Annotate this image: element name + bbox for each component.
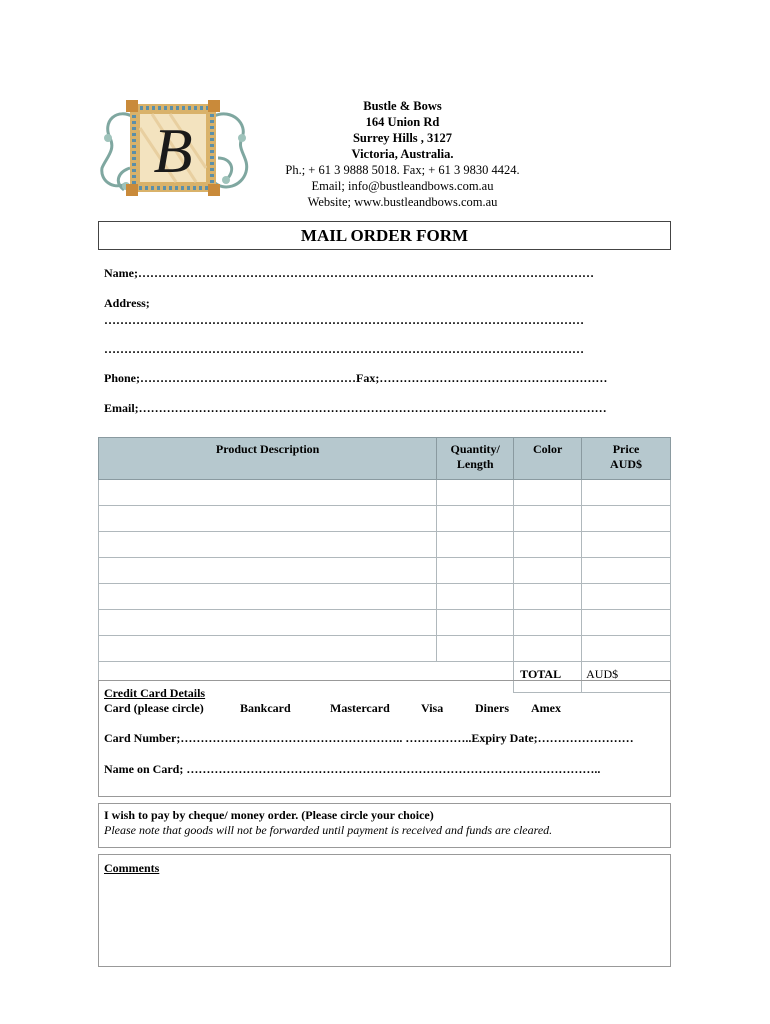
total-label: TOTAL [514, 662, 582, 693]
company-suburb: Surrey Hills , 3127 [352, 131, 453, 145]
cell-price[interactable] [582, 610, 671, 636]
cell-price[interactable] [582, 636, 671, 662]
cell-price[interactable] [582, 506, 671, 532]
cell-quantity[interactable] [437, 584, 514, 610]
address-label: Address; [104, 296, 150, 310]
form-title: MAIL ORDER FORM [300, 226, 469, 245]
logo-letter: B [153, 115, 193, 186]
payment-note-text: Please note that goods will not be forwarded until payment is received and funds are cleared. [104, 823, 553, 837]
company-email: Email; info@bustleandbows.com.au [311, 179, 494, 193]
company-name: Bustle & Bows [363, 99, 442, 113]
card-option-visa[interactable]: Visa [421, 701, 444, 715]
header-color: Color [514, 438, 582, 480]
name-field[interactable]: Name;…………………………………………………………………………………………………… [104, 266, 594, 280]
table-row[interactable] [99, 506, 671, 532]
cell-color[interactable] [514, 610, 582, 636]
product-table [98, 437, 671, 693]
comments-label: Comments [104, 861, 160, 875]
table-row[interactable] [99, 584, 671, 610]
cell-color[interactable] [514, 480, 582, 506]
header-product-description: Product Description [99, 438, 437, 480]
cell-quantity[interactable] [437, 636, 514, 662]
card-option-amex[interactable]: Amex [531, 701, 561, 715]
cell-description[interactable] [99, 610, 437, 636]
form-title-box [98, 221, 671, 250]
table-header-row [99, 438, 671, 480]
card-option-mastercard[interactable]: Mastercard [330, 701, 390, 715]
cell-description[interactable] [99, 532, 437, 558]
cell-price[interactable] [582, 558, 671, 584]
cell-color[interactable] [514, 506, 582, 532]
cell-quantity[interactable] [437, 558, 514, 584]
cell-description[interactable] [99, 584, 437, 610]
cell-quantity[interactable] [437, 480, 514, 506]
table-row[interactable] [99, 480, 671, 506]
cell-quantity[interactable] [437, 532, 514, 558]
cell-description[interactable] [99, 506, 437, 532]
cell-description[interactable] [99, 558, 437, 584]
name-on-card-field[interactable]: Name on Card; ………………………………………………………………………………………….. [104, 762, 601, 776]
comments-box[interactable] [98, 854, 671, 967]
cell-color[interactable] [514, 584, 582, 610]
card-option-diners[interactable]: Diners [475, 701, 509, 715]
company-phone-fax: Ph.; + 61 3 9888 5018. Fax; + 61 3 9830 4424. [285, 163, 520, 177]
cell-price[interactable] [582, 532, 671, 558]
company-street: 164 Union Rd [365, 115, 440, 129]
cell-color[interactable] [514, 558, 582, 584]
credit-card-heading: Credit Card Details [104, 686, 206, 700]
card-option-bankcard[interactable]: Bankcard [240, 701, 291, 715]
company-state: Victoria, Australia. [351, 147, 454, 161]
cell-description[interactable] [99, 480, 437, 506]
header-quantity: Quantity/ Length [437, 438, 514, 480]
payment-choice-text: I wish to pay by cheque/ money order. (Please circle your choice) [104, 808, 434, 822]
table-row[interactable] [99, 636, 671, 662]
table-row[interactable] [99, 532, 671, 558]
email-field[interactable]: Email;……………………………………………………………………………………………………… [104, 401, 607, 415]
cell-price[interactable] [582, 480, 671, 506]
cell-color[interactable] [514, 532, 582, 558]
phone-fax-field[interactable]: Phone;………………………………………………Fax;………………………………………………… [104, 371, 608, 385]
total-value[interactable]: AUD$ [582, 662, 671, 693]
card-circle-label: Card (please circle) [104, 701, 204, 715]
header-price: Price AUD$ [582, 438, 671, 480]
cell-description[interactable] [99, 636, 437, 662]
company-website: Website; www.bustleandbows.com.au [307, 195, 498, 209]
table-row[interactable] [99, 610, 671, 636]
cell-quantity[interactable] [437, 610, 514, 636]
cell-price[interactable] [582, 584, 671, 610]
address-field-line2[interactable]: ………………………………………………………………………………………………………… [104, 342, 584, 356]
table-row[interactable] [99, 558, 671, 584]
cell-color[interactable] [514, 636, 582, 662]
address-field-line1[interactable]: ………………………………………………………………………………………………………… [104, 313, 584, 327]
card-number-expiry-field[interactable]: Card Number;……………………………………………….. ……………..Expiry Date;…………………… [104, 731, 634, 745]
cell-quantity[interactable] [437, 506, 514, 532]
